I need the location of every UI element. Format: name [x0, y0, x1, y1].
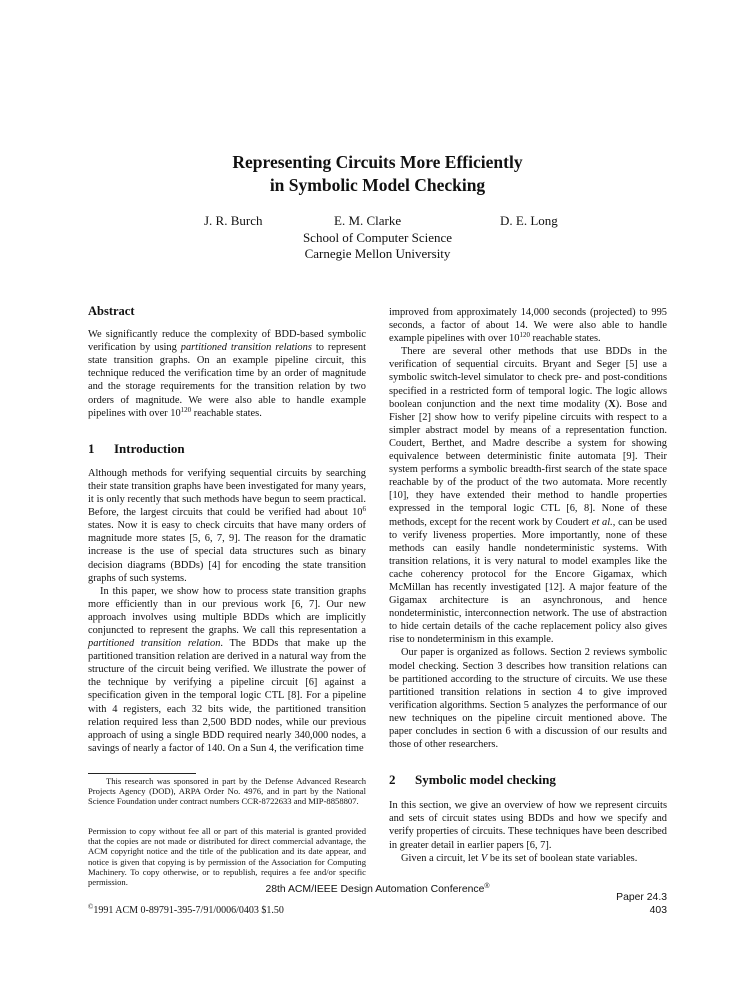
intro-paragraph-1: Although methods for verifying sequential circuits by searching their state transition graphs have been investigated for many years, it is only recently that such methods have begun to seem practical. Before, the largest circuits that could be verified had about $10^6$ states. Now it is easy to check circuits that have many orders of magnitude more states [5, 6, 7, 9]. The reason for the dramatic increase is the use of special data structures such as binary decision diagrams (BDDs) [4] for encoding the state transition graphs of such systems. [88, 467, 366, 584]
intro-paragraph-2-cont: improved from approximately 14,000 seconds (projected) to 995 seconds, a factor of about 14. We were also able to handle example pipelines with over $10^{120}$ reachable states. [389, 307, 667, 345]
right-column [389, 306, 667, 865]
paper-number: Paper 24.3 [616, 892, 667, 903]
footnote-permission: Permission to copy without fee all or part of this material is granted provided that the copies are not made or distributed for direct commercial advantage, the ACM copyright notice and the title of the publication and its date appear, and notice is given that copying is by permission of the Association for Computing Machinery. To copy otherwise, or to republish, requires a fee and/or specific permission. [88, 826, 366, 888]
footnote-rule [88, 773, 196, 774]
affiliation-school: School of Computer Science [302, 230, 453, 245]
author-long: D. E. Long [500, 213, 558, 228]
paper-title [0, 151, 755, 197]
intro-paragraph-2: In this paper, we show how to process state transition graphs more efficiently than in our previous work [6, 7]. Our new approach involves using multiple BDDs which are implicitly conjuncted to represent the graphs. We call this representation a partitioned transition relation. The BDDs that make up the partitioned transition relation are derived in a natural way from the structure of the circuit being verified. We illustrate the power of the technique by verifying a pipeline circuit [6] against a specification given in the temporal logic CTL [8]. For a pipeline with 4 registers, each 32 bits wide, the partitioned transition relation required less than 2,500 BDD nodes, while our previous approach of using a single BDD required nearly 340,000 nodes, a savings of nearly a factor of 140. On a Sun 4, the verification time [88, 585, 366, 754]
section-1-heading: 1 Introduction [88, 440, 185, 456]
left-column [88, 305, 366, 755]
abstract-heading: Abstract [88, 304, 135, 318]
section-2-paragraph-2: Given a circuit, let V be its set of boolean state variables. [401, 852, 638, 864]
section-2-heading: 2 Symbolic model checking [389, 772, 556, 788]
affiliation-university: Carnegie Mellon University [304, 246, 451, 261]
page-number: 403 [649, 905, 667, 916]
section-2-paragraph-1: In this section, we give an overview of how we represent circuits and sets of circuit states using BDDs and how we specify and verify properties of circuits. These techniques have been described in greater detail in earlier papers [6, 7]. [389, 800, 667, 851]
intro-paragraph-4: Our paper is organized as follows. Section 2 reviews symbolic model checking. Section 3 describes how transition relations can be partitioned according to the structure of circuits. We use these partitioned transition relations in section 4 to give improved verification algorithms. Section 5 analyzes the performance of our new techniques on the pipeline circuit mentioned above. The paper concludes in section 6 with a discussion of our results and those of other researchers. [389, 647, 667, 751]
intro-paragraph-3: There are several other methods that use BDDs in the verification of sequential circuits. Bryant and Seger [5] use a symbolic switch-level simulator to check pre- and post-conditions specified in a restricted form of temporal logic. The logic allows boolean conjunction and the next time modality (X). Bose and Fisher [2] show how to verify pipeline circuits with respect to a simpler abstract model by means of a representation function. Coudert, Berthet, and Madre describe a system for showing equivalence between deterministic finite automata [9]. Their system performs a symbolic breadth-first search of the state space reachable by of the product of the two automata. More recently [10], they have extended their method to handle properties expressed in the temporal logic CTL [6, 8]. None of these methods, except for the recent work by Coudert et al., can be used to verify liveness properties. More importantly, none of these methods can easily handle nondeterministic systems. With transition relations, it is very natural to model examples like the cache coherency protocol for the Encore Gigamax, which McMillan has recently investigated [12]. A major feature of the Gigamax architecture is an asynchronous, and hence nondeterministic, interconnection network. The use of abstraction to hide certain details of the cache replacement policy also gives rise to nondeterminism in this example. [389, 346, 667, 646]
abstract-text: We significantly reduce the complexity of BDD-based symbolic verification by using partitioned transition relations to represent state transition graphs. On an example pipeline circuit, this technique reduced the verification time by an order of magnitude and the storage requirements for the transition relation by two orders of magnitude. We were also able to handle example pipelines with over $10^{120}$ reachable states. [88, 329, 366, 419]
author-burch: J. R. Burch [204, 213, 263, 228]
conference-name: 28th ACM/IEEE Design Automation Conference® [265, 883, 490, 895]
footnote-sponsor: This research was sponsored in part by the Defense Advanced Research Projects Agency (DOD), ARPA Order No. 4976, and in part by the National Science Foundation under contract numbers CCR-8722633 and MIP-8858807. [88, 776, 366, 807]
copyright-line: ©1991 ACM 0-89791-395-7/91/0006/0403 $1.50 [88, 903, 284, 916]
author-clarke: E. M. Clarke [334, 213, 402, 228]
title-line-1: Representing Circuits More Efficiently [232, 152, 523, 172]
title-line-2: in Symbolic Model Checking [269, 175, 486, 195]
paper-number-block [616, 891, 667, 917]
